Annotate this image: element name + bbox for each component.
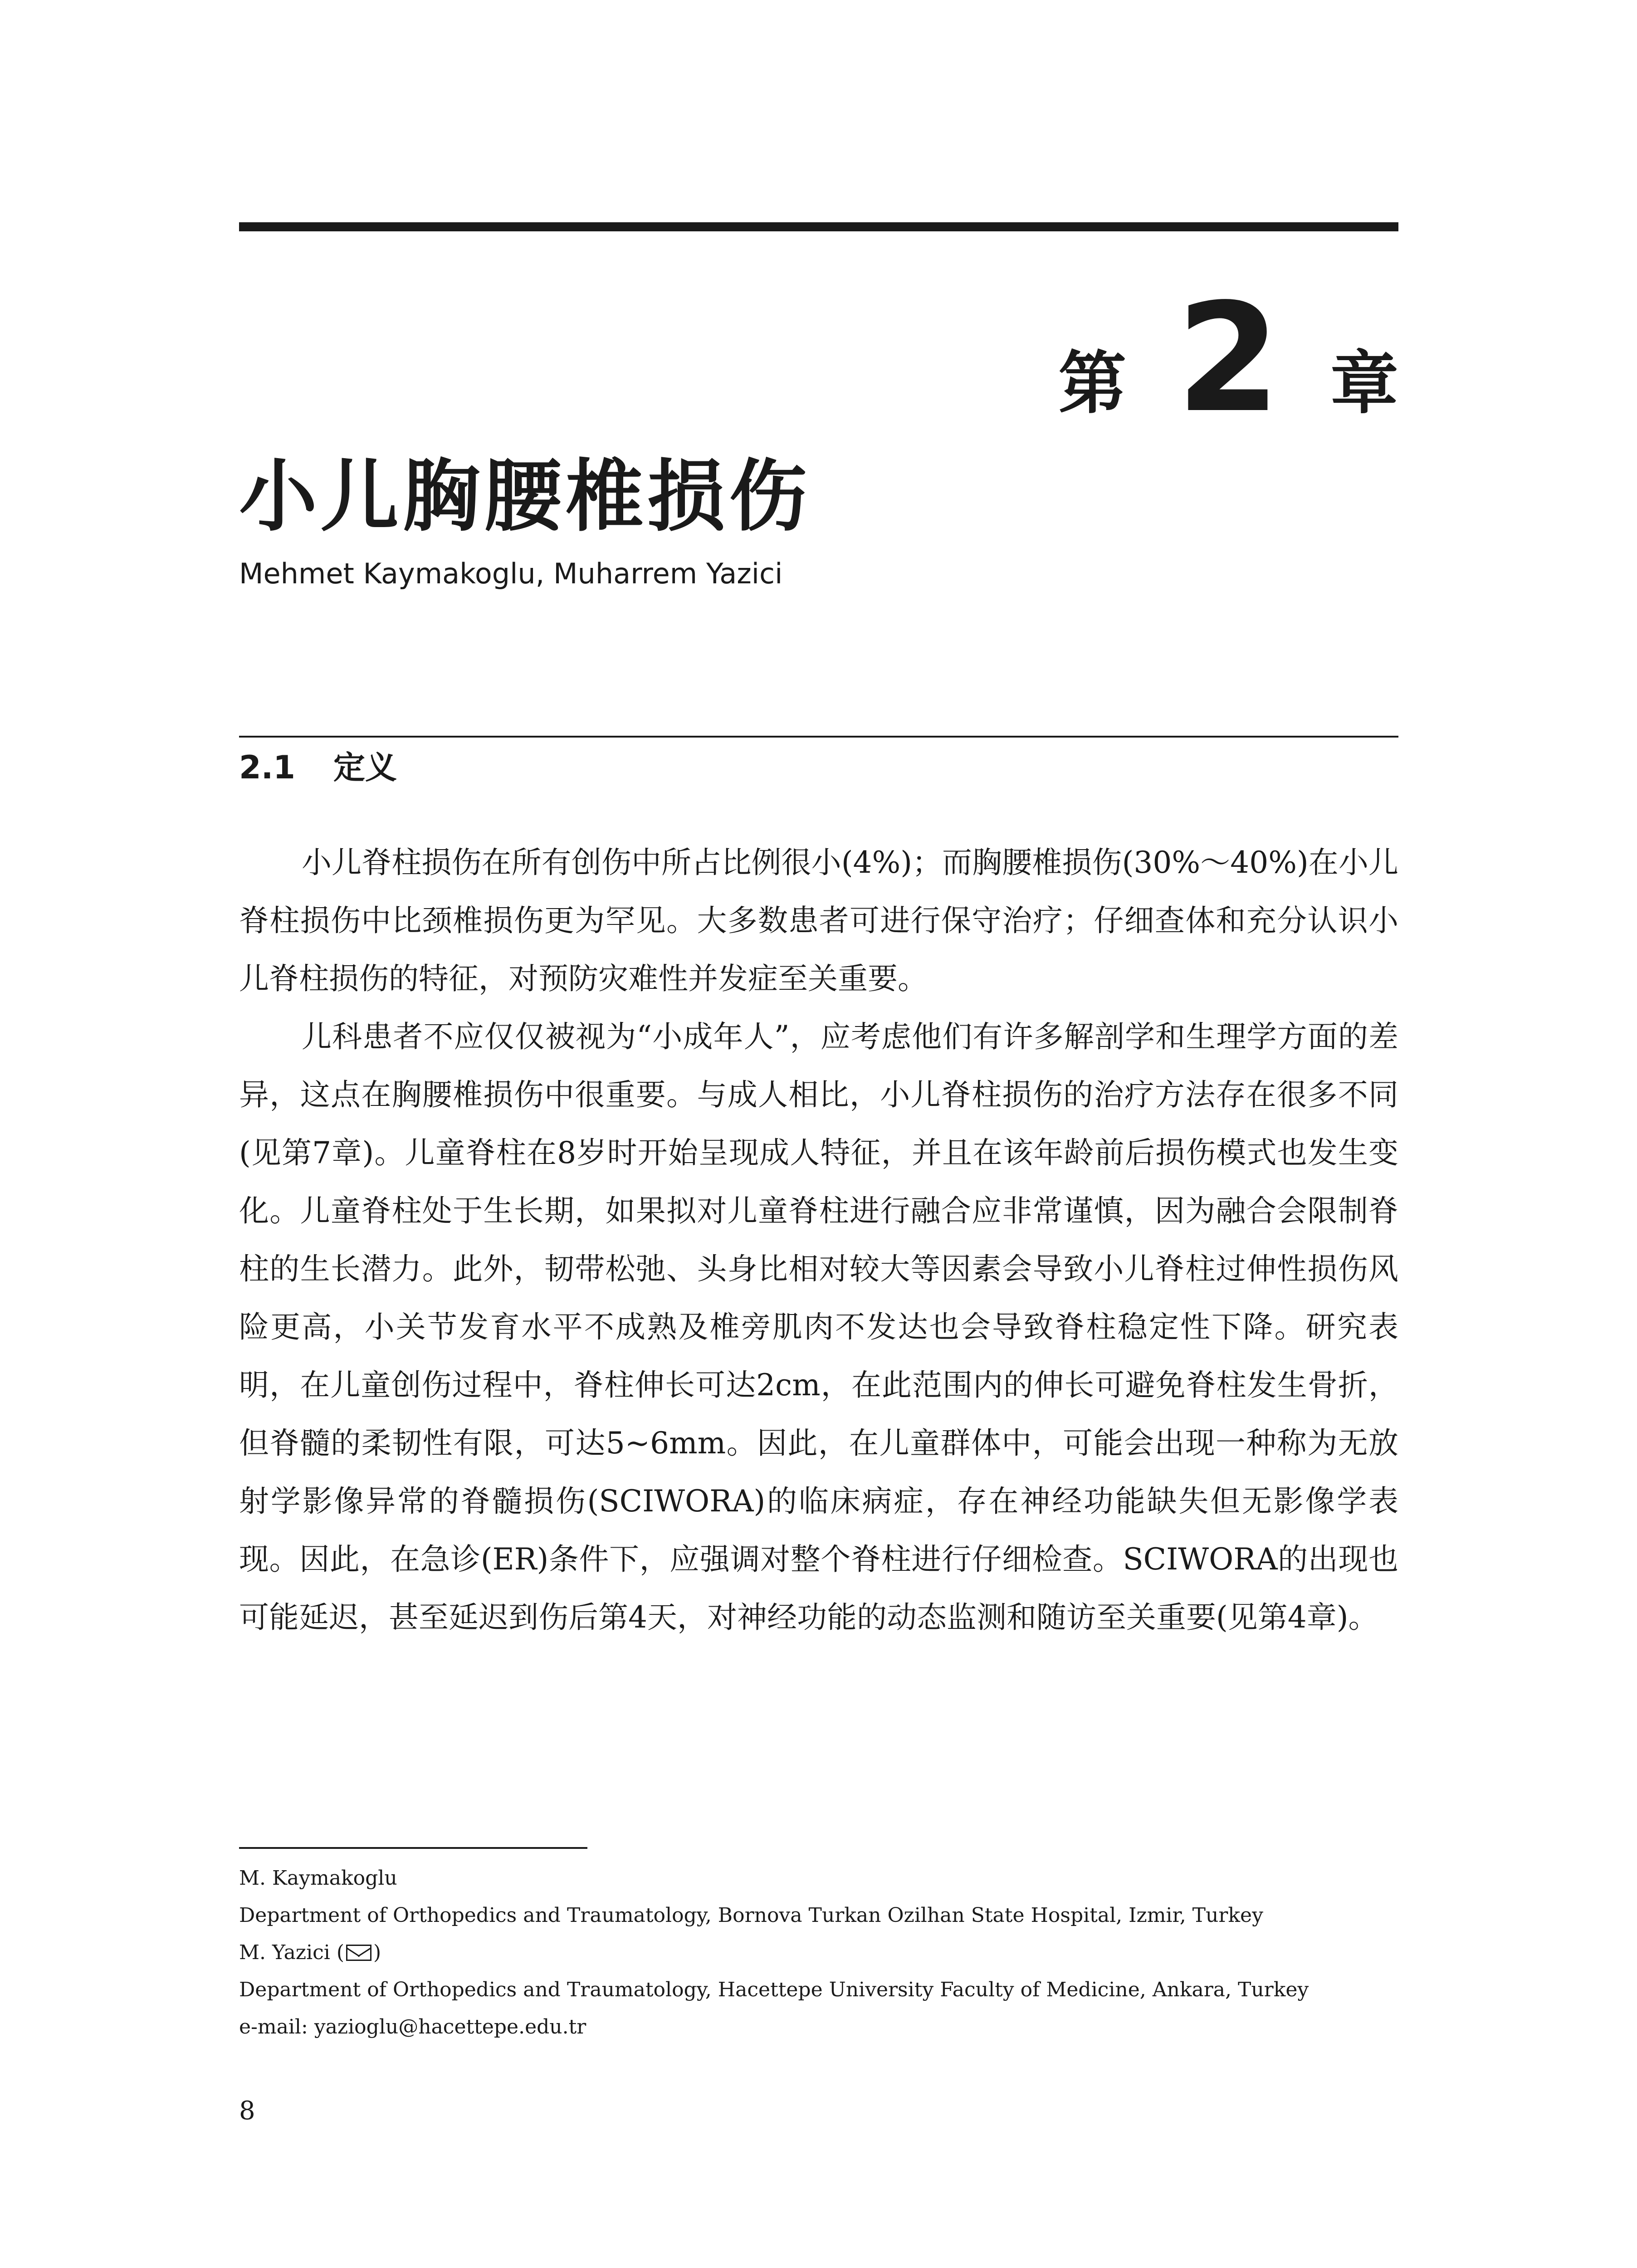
- top-rule: [239, 222, 1398, 231]
- author2-affiliation: Department of Orthopedics and Traumatology, Hacettepe University Faculty of Medicine, Ankara, Turkey: [239, 1978, 1309, 2001]
- author2-name: M. Yazici (: [239, 1941, 345, 1964]
- chapter-authors: Mehmet Kaymakoglu, Muharrem Yazici: [239, 557, 783, 590]
- paragraph: 儿科患者不应仅仅被视为“小成年人”，应考虑他们有许多解剖学和生理学方面的差异，这点在胸腰椎损伤中很重要。与成人相比，小儿脊柱损伤的治疗方法存在很多不同(见第7章)。儿童脊柱在8岁时开始呈现成人特征，并且在该年龄前后损伤模式也发生变化。儿童脊柱处于生长期，如果拟对儿童脊柱进行融合应非常谨慎，因为融合会限制脊柱的生长潜力。此外，韧带松弛、头身比相对较大等因素会导致小儿脊柱过伸性损伤风险更高，小关节发育水平不成熟及椎旁肌肉不发达也会导致脊柱稳定性下降。研究表明，在儿童创伤过程中，脊柱伸长可达2cm，在此范围内的伸长可避免脊柱发生骨折，但脊髓的柔韧性有限，可达5~6mm。因此，在儿童群体中，可能会出现一种称为无放射学影像异常的脊髓损伤(SCIWORA)的临床病症，存在神经功能缺失但无影像学表现。因此，在急诊(ER)条件下，应强调对整个脊柱进行仔细检查。SCIWORA的出现也可能延迟，甚至延迟到伤后第4天，对神经功能的动态监测和随访至关重要(见第4章)。: [239, 1019, 1398, 1635]
- section-rule: [239, 736, 1398, 738]
- section-title: 定义: [333, 749, 397, 786]
- section-heading: [239, 748, 397, 787]
- chapter-label: [1058, 271, 1398, 445]
- section-number: 2.1: [239, 749, 296, 786]
- author1-affiliation: Department of Orthopedics and Traumatology, Bornova Turkan Ozilhan State Hospital, Izmir, Turkey: [239, 1904, 1263, 1927]
- chapter-number: 2: [1176, 271, 1280, 445]
- chapter-prefix: 第: [1058, 344, 1127, 423]
- author2-name-close: ): [373, 1941, 381, 1964]
- page-number: 8: [239, 2096, 255, 2126]
- author2-email: e-mail: yazioglu@hacettepe.edu.tr: [239, 2015, 586, 2038]
- body-text: [239, 834, 1398, 1647]
- paragraph: 小儿脊柱损伤在所有创伤中所占比例很小(4%)；而胸腰椎损伤(30%～40%)在小儿脊柱损伤中比颈椎损伤更为罕见。大多数患者可进行保守治疗；仔细查体和充分认识小儿脊柱损伤的特征，对预防灾难性并发症至关重要。: [239, 845, 1398, 996]
- author1-name: M. Kaymakoglu: [239, 1867, 397, 1890]
- envelope-icon: [346, 1945, 371, 1961]
- chapter-title: 小儿胸腰椎损伤: [239, 451, 811, 542]
- author-affiliations: [239, 1860, 1309, 2046]
- footnote-rule: [239, 1847, 587, 1849]
- author2-line: [239, 1934, 1309, 1971]
- chapter-suffix: 章: [1330, 344, 1398, 423]
